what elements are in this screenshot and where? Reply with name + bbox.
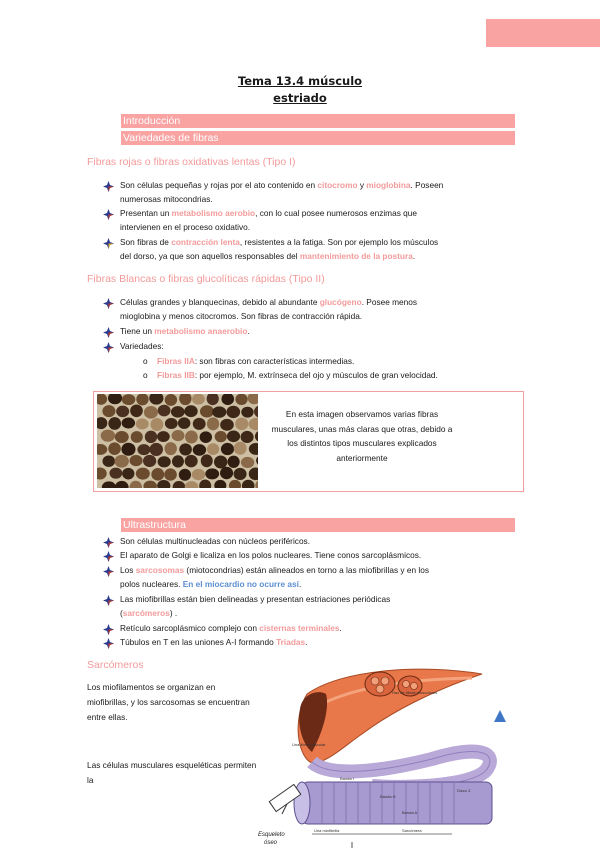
bullet-item: Son células multinucleadas con núcleos periféricos. <box>103 534 523 548</box>
label-haz: Haz de fibras musculares <box>392 690 438 695</box>
page-title: Tema 13.4 músculo <box>237 74 363 88</box>
page-title-line2: estriado <box>273 91 327 105</box>
label-banda-a: Banda A <box>402 810 418 815</box>
bullet-item: Los sarcosomas (miotocondrias) están alineados en torno a las miofibrillas y en los polos nucleares. En el miocardio no ocurre así. <box>103 563 523 592</box>
bullet-star-icon <box>103 181 114 192</box>
figure-box <box>93 391 524 492</box>
bullet-item: Las miofibrillas están bien delineadas y presentan estriaciones periódicas (sarcómeros) . <box>103 592 523 621</box>
bullet-item: El aparato de Golgi e licaliza en los polos nucleares. Tiene conos sarcoplásmicos. <box>103 548 523 562</box>
bullet-star-icon <box>103 209 114 220</box>
label-sarcomera: Sarcómera <box>402 828 422 833</box>
sub-item-iib: o Fibras IIB: por ejemplo, M. extrínseca del ojo y músculos de gran velocidad. <box>143 370 438 380</box>
bullet-item: Son células pequeñas y rojas por el ato contenido en citocromo y mioglobina. Poseen numerosas mitocondrias. <box>103 178 523 207</box>
label-disco-z: Disco Z <box>457 788 471 793</box>
label-banda-i: Banda I <box>340 776 354 781</box>
muscle-structure-diagram <box>252 664 512 848</box>
label-oseo: óseo <box>264 840 278 846</box>
corner-tab <box>486 19 600 47</box>
bullet-item: Son fibras de contracción lenta, resistentes a la fatiga. Son por ejemplo los músculos del dorso, ya que son aquellos responsables del mantenimiento de la postura. <box>103 235 523 264</box>
bullet-star-icon <box>103 238 114 249</box>
bullet-star-icon <box>103 566 114 577</box>
heading-tipo-ii: Fibras Blancas o fibras glucolíticas rápidas (Tipo II) <box>87 273 325 285</box>
bullet-item: Variedades: <box>103 339 523 353</box>
bullet-star-icon <box>103 624 114 635</box>
section-bar-variedades: Variedades de fibras <box>121 131 515 145</box>
bullet-item: Presentan un metabolismo aerobio, con lo cual posee numerosos enzimas que intervienen en el proceso oxidativo. <box>103 206 523 235</box>
section-bar-introduccion: Introducción <box>121 114 515 128</box>
sub-item-iia: o Fibras IIA: son fibras con características intermedias. <box>143 356 355 366</box>
bullet-item: Tiene un metabolismo anaerobio. <box>103 324 523 338</box>
heading-sarcomeros: Sarcómeros <box>87 659 144 671</box>
bullet-star-icon <box>103 595 114 606</box>
label-fibra: Una fibra muscular <box>292 742 326 747</box>
muscle-fibers-micrograph <box>97 394 258 488</box>
bullet-star-icon <box>103 638 114 649</box>
heading-tipo-i: Fibras rojas o fibras oxidativas lentas (Tipo I) <box>87 156 296 168</box>
figure-caption: En esta imagen observamos varias fibras musculares, unas más claras que otras, debido a los distintos tipos musculares explicados anteriormente <box>271 409 453 463</box>
bullet-item: Retículo sarcoplásmico complejo con cisternas terminales. <box>103 621 523 635</box>
paragraph: Los miofilamentos se organizan en miofibrillas, y los sarcosomas se encuentran entre ellas. <box>87 682 250 722</box>
paragraph: Las células musculares esqueléticas permiten la <box>87 760 257 785</box>
label-esqueleto: Esqueleto <box>258 832 285 838</box>
section-bar-ultrastructura: Ultrastructura <box>121 518 515 532</box>
bullet-star-icon <box>103 327 114 338</box>
bullet-item: Túbulos en T en las uniones A-I formando Triadas. <box>103 635 523 649</box>
bullet-star-icon <box>103 342 114 353</box>
bullet-star-icon <box>103 298 114 309</box>
label-banda-h: Banda H <box>380 794 396 799</box>
label-miofibrilla: Una miofibrilla <box>314 828 340 833</box>
bullet-star-icon <box>103 537 114 548</box>
bullet-item: Células grandes y blanquecinas, debido al abundante glucógeno. Posee menos mioglobina y menos citocromos. Son fibras de contracción rápida. <box>103 295 523 324</box>
bullet-star-icon <box>103 551 114 562</box>
